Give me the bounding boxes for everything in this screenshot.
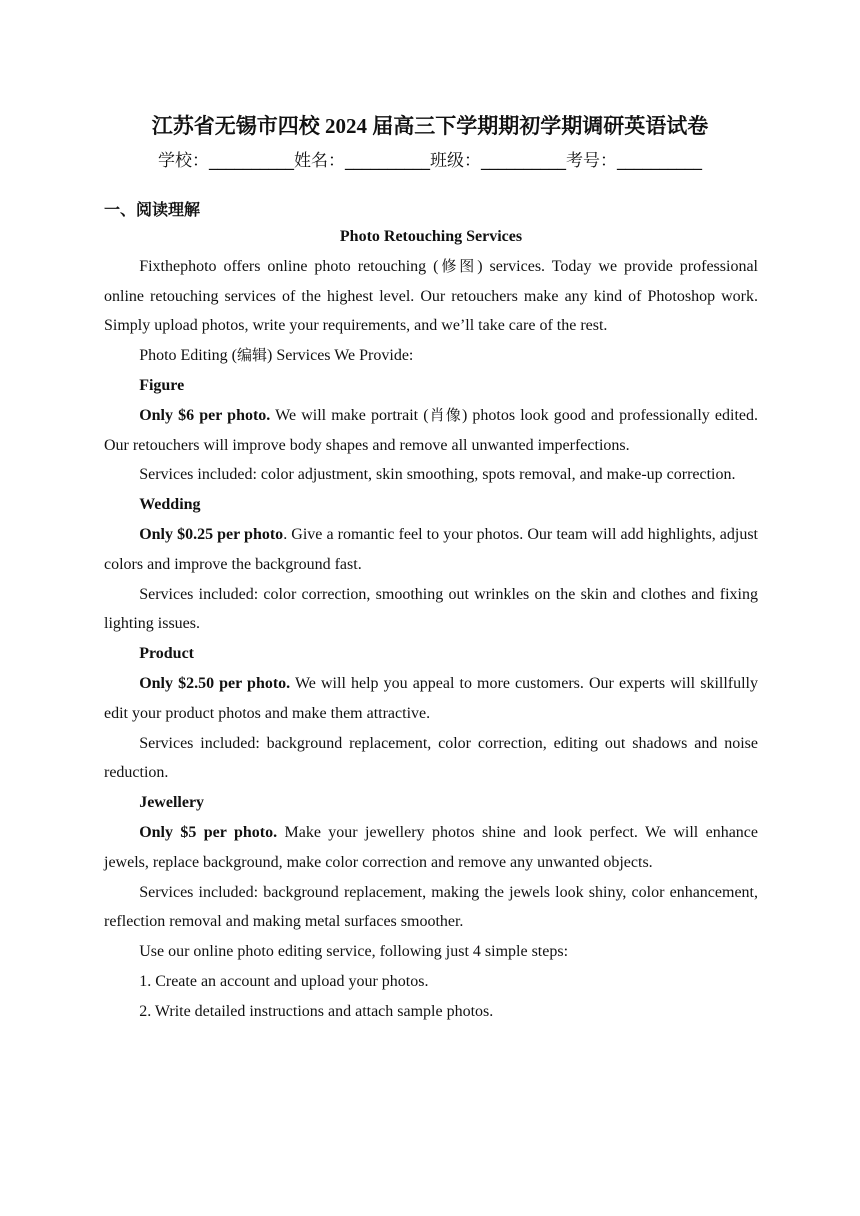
intro-paragraph xyxy=(104,252,758,341)
student-info-line: 学校：__________姓名：__________班级：__________考号：__________ xyxy=(158,151,702,171)
jewellery-desc: Make your jewellery photos shine and look perfect. We will enhance jewels, replace background, make color correction and remove any unwanted objects. xyxy=(104,823,758,871)
wedding-desc: . Give a romantic feel to your photos. Our team will add highlights, adjust colors and improve the background fast. xyxy=(104,525,759,573)
product-services: Services included: background replacement, color correction, editing out shadows and noise reduction. xyxy=(104,734,758,782)
jewellery-label: Jewellery xyxy=(139,794,205,812)
product-description xyxy=(104,669,758,729)
jewellery-price: Only $5 per photo. xyxy=(139,823,278,841)
passage-heading: Photo Retouching Services xyxy=(339,228,523,245)
jewellery-services: Services included: background replacement, making the jewels look shiny, color enhancement, reflection removal and making metal surfaces smoother. xyxy=(104,883,758,931)
intro-text-b: ) services. Today we provide professional online retouching services of the highest level. Our retouchers make any kind of Photoshop work. Simply upload photos, write your requirements, and we’ll take care of the rest. xyxy=(104,257,758,335)
editing-gloss: 编辑 xyxy=(236,346,267,365)
exam-title: 江苏省无锡市四校 2024 届高三下学期期初学期调研英语试卷 xyxy=(151,114,709,138)
wedding-label: Wedding xyxy=(139,496,201,514)
figure-label: Figure xyxy=(139,376,185,394)
product-label: Product xyxy=(139,645,194,663)
figure-description xyxy=(104,401,758,461)
figure-price: Only $6 per photo. xyxy=(139,406,271,424)
editing-text-a: Photo Editing ( xyxy=(139,347,237,365)
wedding-services: Services included: color correction, smoothing out wrinkles on the skin and clothes and fixing lighting issues. xyxy=(104,585,758,633)
product-desc: We will help you appeal to more customers. Our experts will skillfully edit your product photos and make them attractive. xyxy=(104,674,758,722)
figure-gloss: 肖像 xyxy=(428,405,462,424)
step-item: 2. Write detailed instructions and attach sample photos. xyxy=(139,1002,494,1020)
editing-paragraph xyxy=(104,341,758,371)
figure-desc-b: ) photos look good and professionally edited. Our retouchers will improve body shapes and remove all unwanted imperfections. xyxy=(104,406,758,454)
steps-intro: Use our online photo editing service, following just 4 simple steps: xyxy=(139,943,569,961)
product-price: Only $2.50 per photo. xyxy=(139,674,291,692)
jewellery-description xyxy=(104,818,758,878)
intro-text-a: Fixthephoto offers online photo retouching ( xyxy=(139,257,439,275)
step-item: 1. Create an account and upload your photos. xyxy=(139,972,429,990)
figure-desc-a: We will make portrait ( xyxy=(270,406,429,424)
figure-services: Services included: color adjustment, skin smoothing, spots removal, and make-up correction. xyxy=(139,466,736,484)
wedding-price: Only $0.25 per photo xyxy=(139,525,284,543)
reading-passage xyxy=(104,222,758,1027)
wedding-description xyxy=(104,520,758,580)
section-title: 一、阅读理解 xyxy=(104,200,201,219)
editing-text-b: ) Services We Provide: xyxy=(266,347,414,365)
intro-gloss: 修图 xyxy=(438,256,478,275)
